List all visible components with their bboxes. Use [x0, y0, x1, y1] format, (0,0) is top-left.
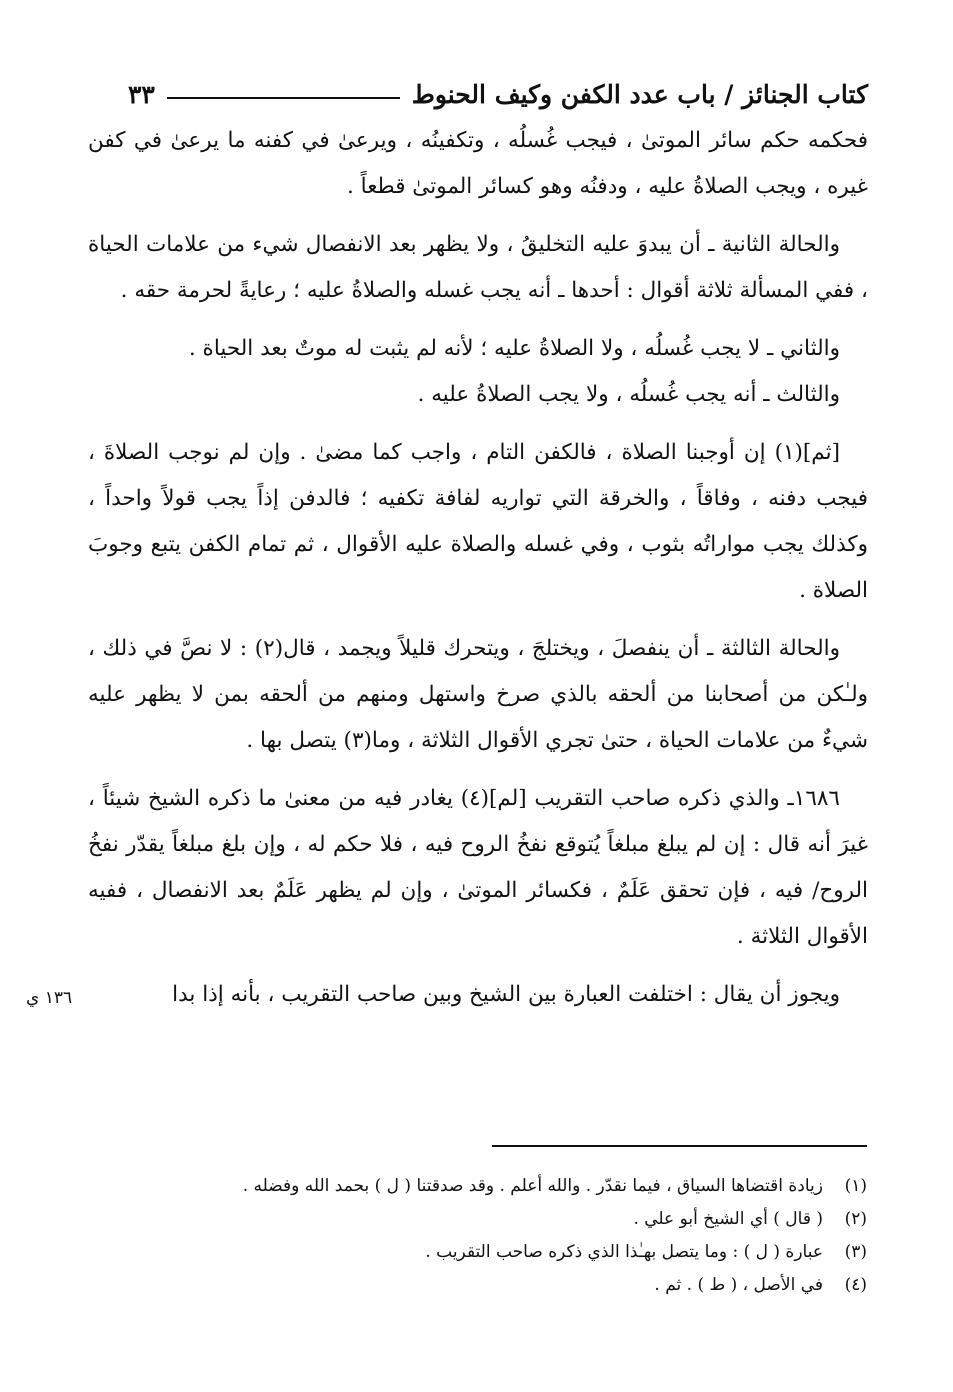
footnote [167, 1203, 867, 1236]
footnote-number: (١) [844, 1176, 867, 1196]
footnote-number: (٢) [844, 1209, 867, 1229]
footnotes [167, 1170, 867, 1302]
paragraph-3: والثاني ـ لا يجب غُسلُه ، ولا الصلاةُ عليه ؛ لأنه لم يثبت له موتٌ بعد الحياة . [188, 336, 840, 361]
footnote [167, 1269, 867, 1302]
header-title: كتاب الجنائز / باب عدد الكفن وكيف الحنوط [411, 79, 868, 109]
footnote-number: (٤) [844, 1275, 867, 1295]
page-number: ٣٣ [128, 79, 155, 109]
paragraph-5: [ثم](١) إن أوجبنا الصلاة ، فالكفن التام ، واجب كما مضىٰ . وإن لم نوجب الصلاةَ ، فيجب دفنه ، وفاقاً ، والخرقة التي تواريه لفافة تكفيه ؛ فالدفن إذاً يجب قولاً واحداً ، وكذلك يجب مواراتُه بثوب ، وفي غسله والصلاة عليه الأقوال ، ثم تمام الكفن يتبع وجوبَ الصلاة . [88, 440, 868, 603]
margin-note: ١٣٦ ي [26, 988, 73, 1008]
paragraph-6: والحالة الثالثة ـ أن ينفصلَ ، ويختلجَ ، ويتحرك قليلاً ويجمد ، قال(٢) : لا نصَّ في ذلك ، ولـٰكن من أصحابنا من ألحقه بالذي صرخ واستهل ومنهم من ألحقه بمن لا يظهر عليه شيءٌ من علامات الحياة ، حتىٰ تجري الأقوال الثلاثة ، وما(٣) يتصل بها . [88, 636, 868, 753]
footnote [167, 1170, 867, 1203]
footnote-text: زيادة اقتضاها السياق ، فيما نقدّر . والله أعلم . وقد صدقتنا ( ل ) بحمد الله وفضله . [242, 1176, 823, 1196]
running-header [88, 70, 868, 118]
footnote [167, 1236, 867, 1269]
footnote-text: ( قال ) أي الشيخ أبو علي . [633, 1209, 823, 1229]
footnote-rule [492, 1145, 867, 1147]
footnote-number: (٣) [844, 1242, 867, 1262]
paragraph-7: ١٦٨٦ـ والذي ذكره صاحب التقريب [لم](٤) يغادر فيه من معنىٰ ما ذكره الشيخ شيئاً ، غيرَ أنه قال : إن لم يبلغ مبلغاً يُتوقع نفخُ الروح فيه ، فلا حكم له ، وإن بلغ مبلغاً يقدّر نفخُ الروح/ فيه ، فإن تحقق عَلَمٌ ، فكسائر الموتىٰ ، وإن لم يظهر عَلَمٌ بعد الانفصال ، ففيه الأقوال الثلاثة . [88, 786, 868, 949]
header-rule [167, 97, 400, 99]
paragraph-2: والحالة الثانية ـ أن يبدوَ عليه التخليقُ ، ولا يظهر بعد الانفصال شيء من علامات الحياة ، ففي المسألة ثلاثة أقوال : أحدها ـ أنه يجب غسله والصلاةُ عليه ؛ رعايةً لحرمة حقه . [88, 232, 868, 303]
footnote-text: في الأصل ، ( ط ) . ثم . [654, 1275, 823, 1295]
paragraph-4: والثالث ـ أنه يجب غُسلُه ، ولا يجب الصلاةُ عليه . [417, 382, 840, 407]
paragraph-8: ويجوز أن يقال : اختلفت العبارة بين الشيخ وبين صاحب التقريب ، بأنه إذا بدا [172, 982, 840, 1007]
footnote-text: عبارة ( ل ) : وما يتصل بهـٰذا الذي ذكره صاحب التقريب . [425, 1242, 823, 1262]
paragraph-1: فحكمه حكم سائر الموتىٰ ، فيجب غُسلُه ، وتكفينُه ، ويرعىٰ في كفنه ما يرعىٰ في كفن غيره ، ويجب الصلاةُ عليه ، ودفنُه وهو كسائر الموتىٰ قطعاً . [88, 128, 868, 199]
